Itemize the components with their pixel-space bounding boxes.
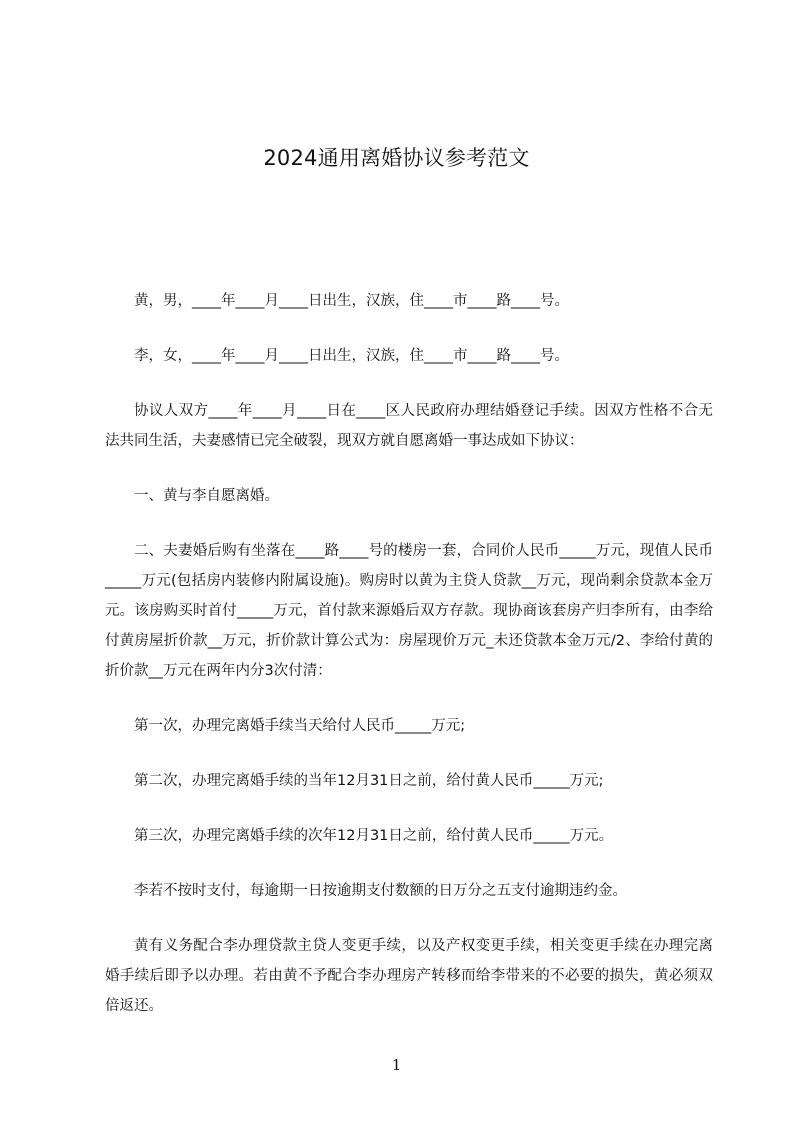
- paragraph-transfer-obligation: 黄有义务配合李办理贷款主贷人变更手续，以及产权变更手续，相关变更手续在办理完离婚手续后即予以办理。若由黄不予配合李办理房产转移而给李带来的不必要的损失，黄必须双倍返还。: [105, 938, 713, 1014]
- paragraph-agreement-intro: 协议人双方____年____月____日在____区人民政府办理结婚登记手续。因双方性格不合无法共同生活，夫妻感情已完全破裂，现双方就自愿离婚一事达成如下协议：: [105, 403, 713, 449]
- paragraph-clause-2: 二、夫妻婚后购有坐落在____路____号的楼房一套，合同价人民币_____万元，现值人民币_____万元(包括房内装修内附属设施)。购房时以黄为主贷人贷款__万元，现尚剩余贷款本金万元。该房购买时首付_____万元，首付款来源婚后双方存款。现协商该套房产归李所有，由李给付黄房屋折价款__万元，折价款计算公式为：房屋现价万元_未还贷款本金万元/2、李给付黄的折价款__万元在两年内分3次付清：: [105, 543, 713, 679]
- paragraph-party-li: 李，女，____年____月____日出生，汉族，住____市____路____号。: [134, 348, 569, 364]
- page-number: 1: [391, 1056, 402, 1074]
- document-title: 2024通用离婚协议参考范文: [263, 146, 530, 170]
- paragraph-payment-3: 第三次，办理完离婚手续的次年12月31日之前，给付黄人民币_____万元。: [134, 828, 614, 844]
- paragraph-party-huang: 黄，男，____年____月____日出生，汉族，住____市____路____号。: [134, 293, 569, 309]
- paragraph-payment-1: 第一次，办理完离婚手续当天给付人民币_____万元;: [134, 718, 466, 734]
- paragraph-clause-1: 一、黄与李自愿离婚。: [134, 488, 279, 504]
- paragraph-late-penalty: 李若不按时支付，每逾期一日按逾期支付数额的日万分之五支付逾期违约金。: [134, 883, 627, 899]
- paragraph-payment-2: 第二次，办理完离婚手续的当年12月31日之前，给付黄人民币_____万元;: [134, 773, 604, 789]
- document-body: [105, 286, 713, 1021]
